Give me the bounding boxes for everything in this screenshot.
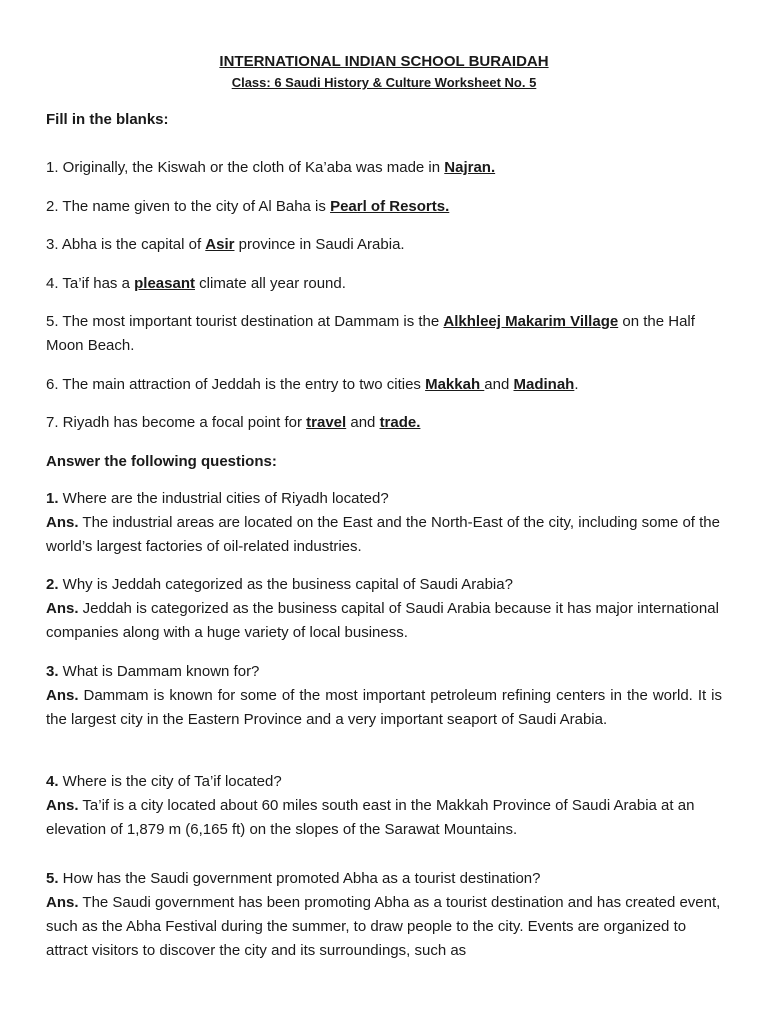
fill-answer: trade.	[379, 414, 421, 431]
fill-text: 3. Abha is the capital of	[46, 236, 206, 253]
fill-text: on the Half Moon Beach.	[46, 313, 695, 354]
fill-answer: Najran.	[444, 159, 496, 176]
fill-answer: travel	[306, 414, 347, 431]
question-text: Where are the industrial cities of Riyadh located?	[58, 490, 389, 507]
school-title: INTERNATIONAL INDIAN SCHOOL BURAIDAH	[219, 53, 549, 70]
answer-label: Ans.	[46, 514, 79, 531]
answer-text: The industrial areas are located on the East and the North-East of the city, including some of the world’s largest factories of oil-related industries.	[46, 514, 720, 555]
fill-text: province in Saudi Arabia.	[234, 236, 405, 253]
question-text: Why is Jeddah categorized as the business capital of Saudi Arabia?	[58, 576, 513, 593]
question-text: How has the Saudi government promoted Abha as a tourist destination?	[58, 870, 541, 887]
worksheet-subtitle: Class: 6 Saudi History & Culture Worksheet No. 5	[231, 75, 537, 90]
answer-text: Ta’if is a city located about 60 miles south east in the Makkah Province of Saudi Arabia at an elevation of 1,879 m (6,165 ft) on the slopes of the Sarawat Mountains.	[46, 797, 695, 838]
fill-text: and	[484, 376, 514, 393]
answer-label: Ans.	[46, 687, 79, 704]
fill-text: 1. Originally, the Kiswah or the cloth of Ka’aba was made in	[46, 159, 445, 176]
qa-item-1	[46, 487, 722, 559]
question-number: 3.	[46, 663, 59, 680]
fill-text: 5. The most important tourist destination at Dammam is the	[46, 313, 444, 330]
fill-text: 7. Riyadh has become a focal point for	[46, 414, 307, 431]
question-text: Where is the city of Ta’if located?	[58, 773, 282, 790]
fill-answer: Alkhleej Makarim Village	[443, 313, 619, 330]
qa-item-5	[46, 867, 722, 963]
fill-answer: Pearl of Resorts.	[330, 198, 450, 215]
answer-label: Ans.	[46, 600, 79, 617]
question-number: 2.	[46, 576, 59, 593]
fill-answer: Asir	[205, 236, 235, 253]
answer-label: Ans.	[46, 797, 79, 814]
answer-label: Ans.	[46, 894, 79, 911]
qa-item-2	[46, 573, 722, 645]
fill-item-6	[46, 373, 722, 397]
question-number: 1.	[46, 490, 59, 507]
fill-blanks-heading: Fill in the blanks:	[46, 111, 169, 128]
fill-text: 2. The name given to the city of Al Baha is	[46, 198, 331, 215]
question-number: 5.	[46, 870, 59, 887]
fill-item-5	[46, 310, 722, 358]
question-text: What is Dammam known for?	[58, 663, 260, 680]
fill-item-7	[46, 411, 722, 435]
fill-answer: Madinah	[513, 376, 575, 393]
fill-item-2	[46, 195, 722, 219]
qa-item-3	[46, 660, 722, 732]
question-number: 4.	[46, 773, 59, 790]
fill-item-3	[46, 233, 722, 257]
fill-text: .	[574, 376, 579, 393]
fill-text: 6. The main attraction of Jeddah is the entry to two cities	[46, 376, 426, 393]
answer-text: The Saudi government has been promoting Abha as a tourist destination and has created event, such as the Abha Festival during the summer, to draw people to the city. Events are organized to attract visitors to discover the city and its surroundings, such as	[46, 894, 721, 959]
fill-text: climate all year round.	[194, 275, 346, 292]
fill-answer: pleasant	[134, 275, 195, 292]
fill-text: 4. Ta’if has a	[46, 275, 135, 292]
questions-heading: Answer the following questions:	[46, 453, 277, 470]
fill-item-1	[46, 156, 722, 180]
fill-item-4	[46, 272, 722, 296]
answer-text: Jeddah is categorized as the business capital of Saudi Arabia because it has major international companies along with a huge variety of local business.	[46, 600, 719, 641]
answer-text: Dammam is known for some of the most important petroleum refining centers in the world. It is the largest city in the Eastern Province and a very important seaport of Saudi Arabia.	[46, 687, 722, 728]
fill-text: and	[346, 414, 380, 431]
fill-answer: Makkah	[425, 376, 485, 393]
qa-item-4	[46, 770, 722, 842]
